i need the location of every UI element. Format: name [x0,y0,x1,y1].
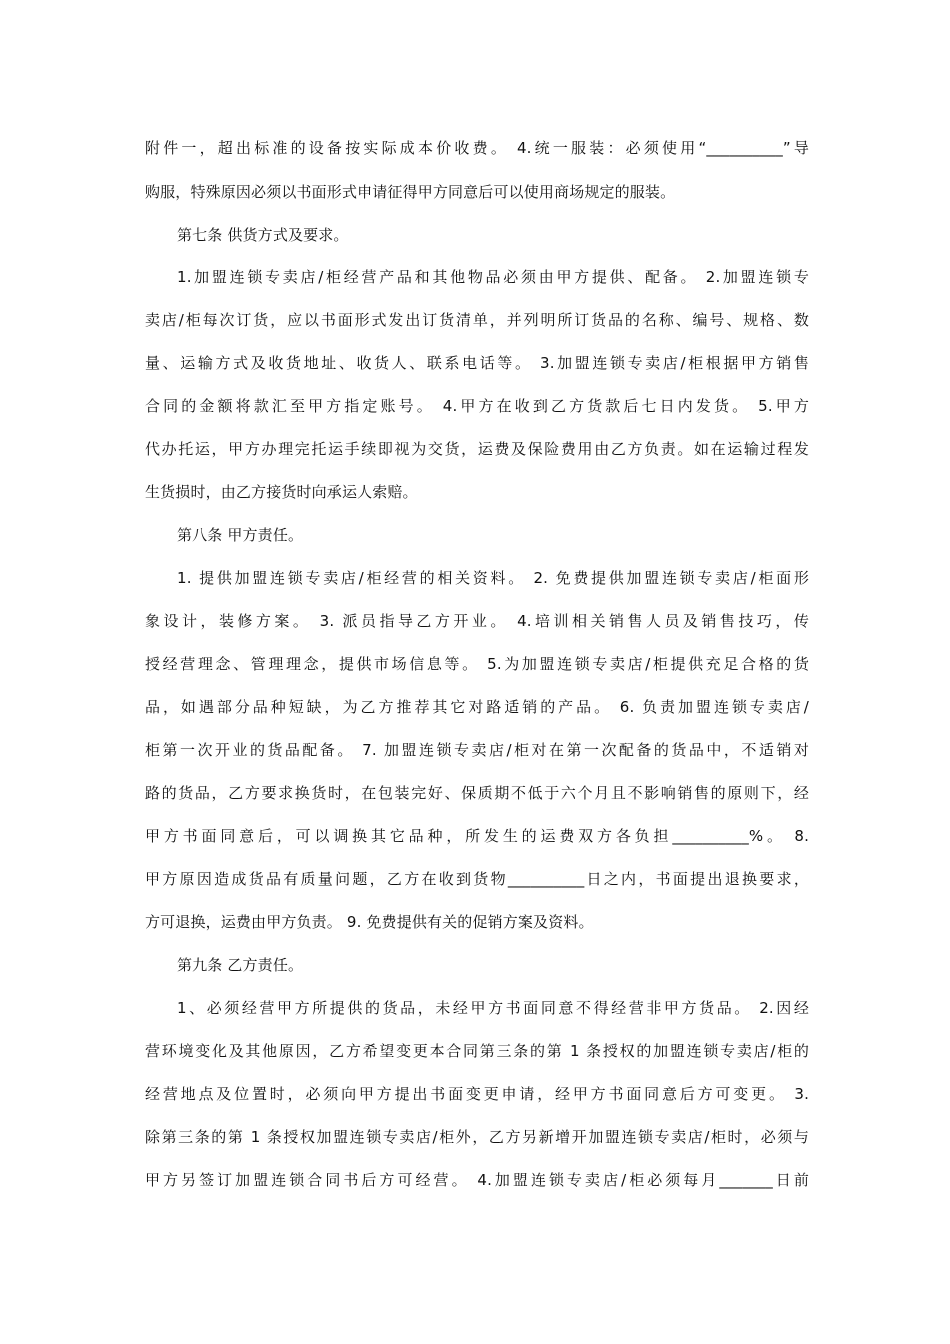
text-line: 除第三条的第 1 条授权加盟连锁专卖店/柜外，乙方另新增开加盟连锁专卖店/柜时，必须与 [145,1128,809,1146]
text-line: 方可退换，运费由甲方负责。 9. 免费提供有关的促销方案及资料。 [145,913,594,931]
text-line: 柜第一次开业的货品配备。 7. 加盟连锁专卖店/柜对在第一次配备的货品中，不适销对 [145,741,809,759]
text-line: 量、运输方式及收货地址、收货人、联系电话等。 3.加盟连锁专卖店/柜根据甲方销售 [145,354,809,372]
text-line: 购服，特殊原因必须以书面形式申请征得甲方同意后可以使用商场规定的服装。 [145,183,676,201]
text-line: 品，如遇部分品种短缺，为乙方推荐其它对路适销的产品。 6. 负责加盟连锁专卖店/ [145,698,809,716]
text-line: 经营地点及位置时，必须向甲方提出书面变更申请，经甲方书面同意后方可变更。 3. [145,1085,809,1103]
text-line: 甲方另签订加盟连锁合同书后方可经营。 4.加盟连锁专卖店/柜必须每月_______日前 [145,1171,809,1189]
text-line: 合同的金额将款汇至甲方指定账号。 4.甲方在收到乙方货款后七日内发货。 5.甲方 [145,397,809,415]
text-line: 授经营理念、管理理念，提供市场信息等。 5.为加盟连锁专卖店/柜提供充足合格的货 [145,655,809,673]
section-heading: 第九条 乙方责任。 [177,956,304,974]
text-line: 1、必须经营甲方所提供的货品，未经甲方书面同意不得经营非甲方货品。 2.因经 [177,999,809,1017]
text-line: 甲方书面同意后，可以调换其它品种，所发生的运费双方各负担__________%。 8. [145,827,809,845]
text-line: 1. 提供加盟连锁专卖店/柜经营的相关资料。 2. 免费提供加盟连锁专卖店/柜面形 [177,569,809,587]
text-line: 附件一，超出标准的设备按实际成本价收费。 4.统一服装：必须使用“__________”导 [145,139,809,157]
text-line: 营环境变化及其他原因，乙方希望变更本合同第三条的第 1 条授权的加盟连锁专卖店/柜的 [145,1042,809,1060]
section-heading: 第八条 甲方责任。 [177,526,304,544]
text-line: 代办托运，甲方办理完托运手续即视为交货，运费及保险费用由乙方负责。如在运输过程发 [145,440,809,458]
text-line: 象设计，装修方案。 3. 派员指导乙方开业。 4.培训相关销售人员及销售技巧，传 [145,612,809,630]
text-line: 生货损时，由乙方接货时向承运人索赔。 [145,483,418,501]
text-line: 卖店/柜每次订货，应以书面形式发出订货清单，并列明所订货品的名称、编号、规格、数 [145,311,809,329]
text-line: 甲方原因造成货品有质量问题，乙方在收到货物__________日之内，书面提出退换要求， [145,870,809,888]
section-heading: 第七条 供货方式及要求。 [177,226,349,244]
text-line: 路的货品，乙方要求换货时，在包装完好、保质期不低于六个月且不影响销售的原则下，经 [145,784,809,802]
text-line: 1.加盟连锁专卖店/柜经营产品和其他物品必须由甲方提供、配备。 2.加盟连锁专 [177,268,809,286]
